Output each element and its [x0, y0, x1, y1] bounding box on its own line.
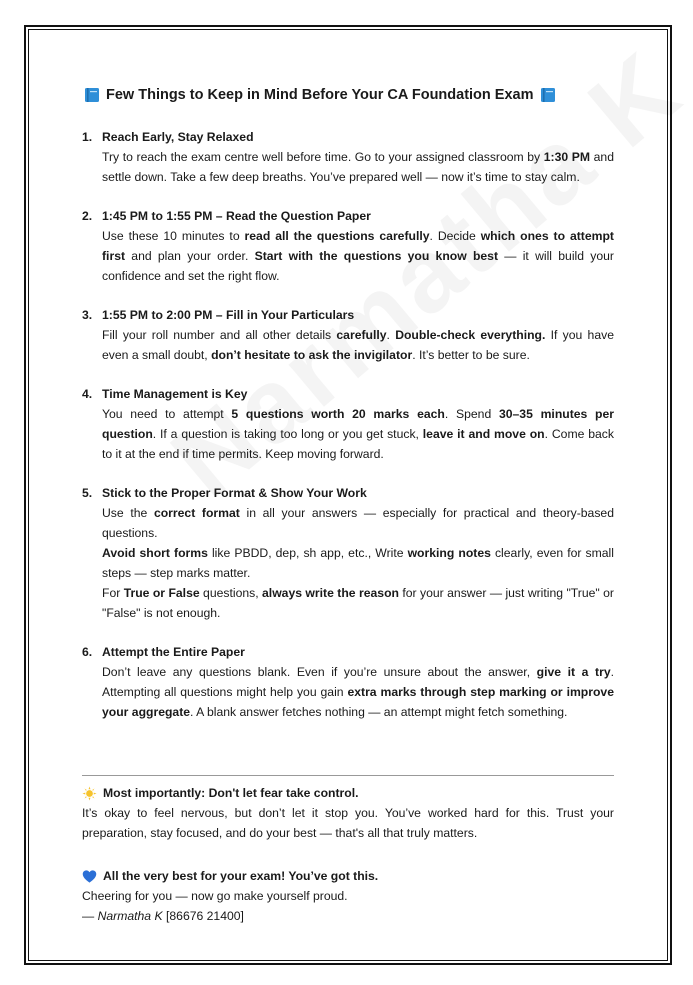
- item-text: Avoid short forms like PBDD, dep, sh app, etc., Write working notes clearly, even for small steps — step marks matter.: [102, 546, 614, 580]
- item-title: Time Management is Key: [102, 387, 248, 401]
- divider: [82, 775, 614, 776]
- important-text: It’s okay to feel nervous, but don’t let it stop you. You’ve worked hard for this. Trust your preparation, stay focused, and do your best — that's all that truly matters.: [82, 806, 614, 840]
- item-number: 3.: [82, 308, 93, 322]
- item-title: 1:55 PM to 2:00 PM – Fill in Your Particulars: [102, 308, 355, 322]
- item-title: Reach Early, Stay Relaxed: [102, 130, 254, 144]
- item-text: Fill your roll number and all other details carefully. Double-check everything. If you have even a small doubt, don’t hesitate to ask the invigilator. It’s better to be sure.: [102, 328, 614, 362]
- blue-heart-icon: [82, 869, 97, 884]
- item-number: 1.: [82, 130, 93, 144]
- tips-list: [82, 127, 614, 741]
- item-text: Don’t leave any questions blank. Even if you’re unsure about the answer, give it a try. Attempting all questions might help you gain extra marks through step marking or improve your aggregate. A blank answer fetches nothing — an attempt might fetch something.: [102, 665, 614, 719]
- page-title-text: Few Things to Keep in Mind Before Your CA Foundation Exam: [106, 87, 534, 103]
- book-icon: [540, 87, 556, 103]
- list-item: [82, 483, 614, 623]
- item-number: 6.: [82, 645, 93, 659]
- list-item: [82, 206, 614, 286]
- item-number: 5.: [82, 486, 93, 500]
- book-icon: [84, 87, 100, 103]
- signature-phone: [86676 21400]: [162, 909, 244, 923]
- item-text: You need to attempt 5 questions worth 20 marks each. Spend 30–35 minutes per question. If a question is taking too long or you get stuck, leave it and move on. Come back to it at the end if time permits. Keep moving forward.: [102, 407, 615, 461]
- important-heading: Most importantly: Don't let fear take control.: [82, 783, 614, 803]
- closing-section: [82, 783, 614, 926]
- item-title: Attempt the Entire Paper: [102, 645, 245, 659]
- list-item: [82, 127, 614, 187]
- item-text: Use the correct format in all your answers — especially for practical and theory-based questions.: [102, 506, 614, 540]
- item-text: For True or False questions, always write the reason for your answer — just writing "True" or "False" is not enough.: [102, 586, 614, 620]
- list-item: [82, 384, 614, 464]
- item-title: Stick to the Proper Format & Show Your Work: [102, 486, 367, 500]
- signature-name: Narmatha K: [97, 909, 163, 923]
- list-item: [82, 305, 614, 365]
- page-title: [84, 85, 624, 105]
- item-title: 1:45 PM to 1:55 PM – Read the Question Paper: [102, 209, 371, 223]
- item-text: Use these 10 minutes to read all the questions carefully. Decide which ones to attempt first and plan your order. Start with the questions you know best — it will build your confidence and set the right flow.: [102, 229, 614, 283]
- list-item: [82, 642, 614, 722]
- cheer-text: Cheering for you — now go make yourself proud.: [82, 889, 348, 903]
- item-number: 4.: [82, 387, 93, 401]
- sun-icon: [82, 786, 97, 801]
- wish-heading: All the very best for your exam! You’ve got this.: [82, 866, 614, 886]
- item-text: Try to reach the exam centre well before time. Go to your assigned classroom by 1:30 PM and settle down. Take a few deep breaths. You’ve prepared well — now it’s time to stay calm.: [102, 150, 614, 184]
- item-number: 2.: [82, 209, 93, 223]
- signature: — Narmatha K [86676 21400]: [82, 909, 244, 923]
